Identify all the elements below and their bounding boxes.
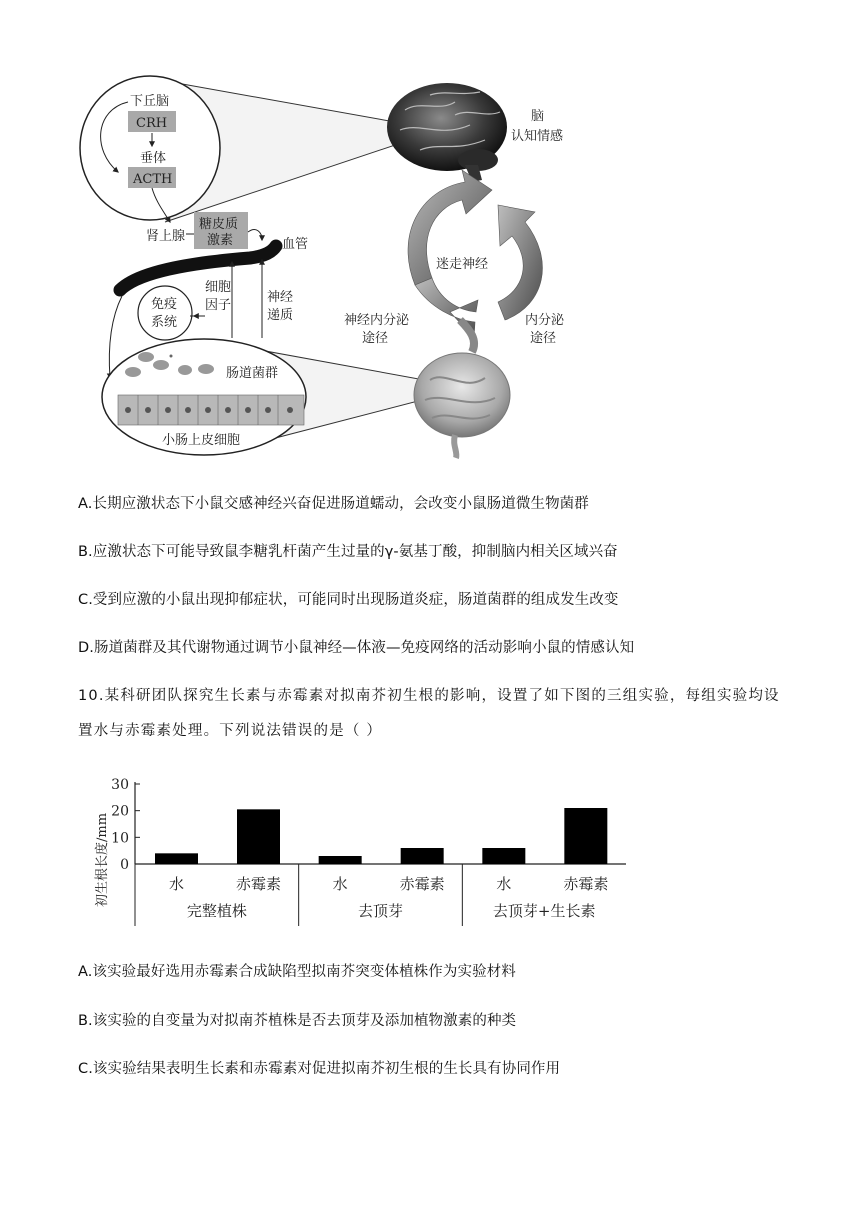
- immune-label-1: 免疫: [151, 297, 178, 312]
- group-label: 去顶芽: [357, 902, 404, 920]
- cytokine-label-1: 细胞: [205, 280, 232, 295]
- y-tick-label: 20: [111, 803, 129, 820]
- bar-category-label: 水: [496, 875, 512, 893]
- q9-option-d: D.肠道菌群及其代谢物通过调节小鼠神经—体液—免疫网络的活动影响小鼠的情感认知: [78, 640, 635, 656]
- gut-brain-axis-diagram: [0, 0, 860, 470]
- brain-label-1: 脑: [531, 109, 545, 124]
- neurotransmitter-label-1: 神经: [267, 290, 294, 305]
- adrenal-label: 肾上腺: [146, 229, 186, 244]
- neuroendocrine-label-2: 途径: [362, 331, 389, 346]
- y-tick-label: 10: [111, 830, 129, 847]
- vagus-label: 迷走神经: [436, 257, 489, 272]
- q10-stem-line-2: 置水与赤霉素处理。下列说法错误的是（ ）: [78, 723, 383, 739]
- q9-option-c: C.受到应激的小鼠出现抑郁症状，可能同时出现肠道炎症，肠道菌群的组成发生改变: [78, 592, 619, 608]
- neurotransmitter-label-2: 递质: [267, 308, 294, 323]
- bar: [482, 848, 525, 864]
- glucocorticoid-label-2: 激素: [207, 233, 234, 248]
- brain-label-2: 认知情感: [511, 129, 564, 144]
- endocrine-label-2: 途径: [530, 331, 557, 346]
- endocrine-label-1: 内分泌: [525, 313, 565, 328]
- group-label: 去顶芽+生长素: [492, 902, 596, 920]
- bar-category-label: 赤霉素: [235, 875, 282, 893]
- blood-vessel-label: 血管: [282, 237, 309, 252]
- bar: [237, 809, 280, 864]
- immune-label-2: 系统: [151, 315, 178, 330]
- brain-image: [387, 83, 507, 182]
- q10-option-a: A.该实验最好选用赤霉素合成缺陷型拟南芥突变体植株作为实验材料: [78, 964, 516, 980]
- intestine-image: [414, 320, 510, 458]
- pituitary-label: 垂体: [140, 151, 167, 166]
- bar-category-label: 赤霉素: [399, 875, 445, 893]
- bar: [401, 848, 444, 864]
- epithelium-label: 小肠上皮细胞: [162, 433, 241, 448]
- bar: [564, 808, 607, 864]
- neuroendocrine-label-1: 神经内分泌: [344, 313, 410, 328]
- gut-flora-label: 肠道菌群: [226, 366, 279, 381]
- q9-option-b: B.应激状态下可能导致鼠李糖乳杆菌产生过量的γ-氨基丁酸，抑制脑内相关区域兴奋: [78, 544, 618, 560]
- q10-option-c: C.该实验结果表明生长素和赤霉素对促进拟南芥初生根的生长具有协同作用: [78, 1061, 561, 1077]
- q10-stem-line-1: 10.某科研团队探究生长素与赤霉素对拟南芥初生根的影响，设置了如下图的三组实验，每组实验均设: [78, 688, 780, 704]
- primary-root-length-chart: [88, 770, 648, 930]
- y-tick-label: 30: [111, 777, 129, 793]
- acth-label: ACTH: [133, 172, 173, 187]
- group-label: 完整植株: [186, 902, 247, 920]
- y-axis-title: 初生根长度/mm: [95, 812, 110, 908]
- bar-category-label: 水: [332, 875, 348, 893]
- hypothalamus-label: 下丘脑: [130, 94, 170, 109]
- bar-category-label: 水: [168, 875, 185, 893]
- bar: [155, 853, 198, 864]
- q9-option-a: A.长期应激状态下小鼠交感神经兴奋促进肠道蠕动，会改变小鼠肠道微生物菌群: [78, 496, 589, 512]
- blood-vessel: [120, 246, 276, 290]
- y-tick-label: 0: [120, 857, 129, 873]
- immune-system-circle: [138, 286, 192, 340]
- bar-category-label: 赤霉素: [563, 875, 609, 893]
- bar: [319, 856, 362, 864]
- q10-option-b: B.该实验的自变量为对拟南芥植株是否去顶芽及添加植物激素的种类: [78, 1013, 517, 1029]
- cytokine-label-2: 因子: [205, 298, 232, 313]
- cycle-arrow-right: [498, 205, 542, 320]
- glucocorticoid-label-1: 糖皮质: [199, 217, 239, 232]
- crh-label: CRH: [136, 116, 168, 131]
